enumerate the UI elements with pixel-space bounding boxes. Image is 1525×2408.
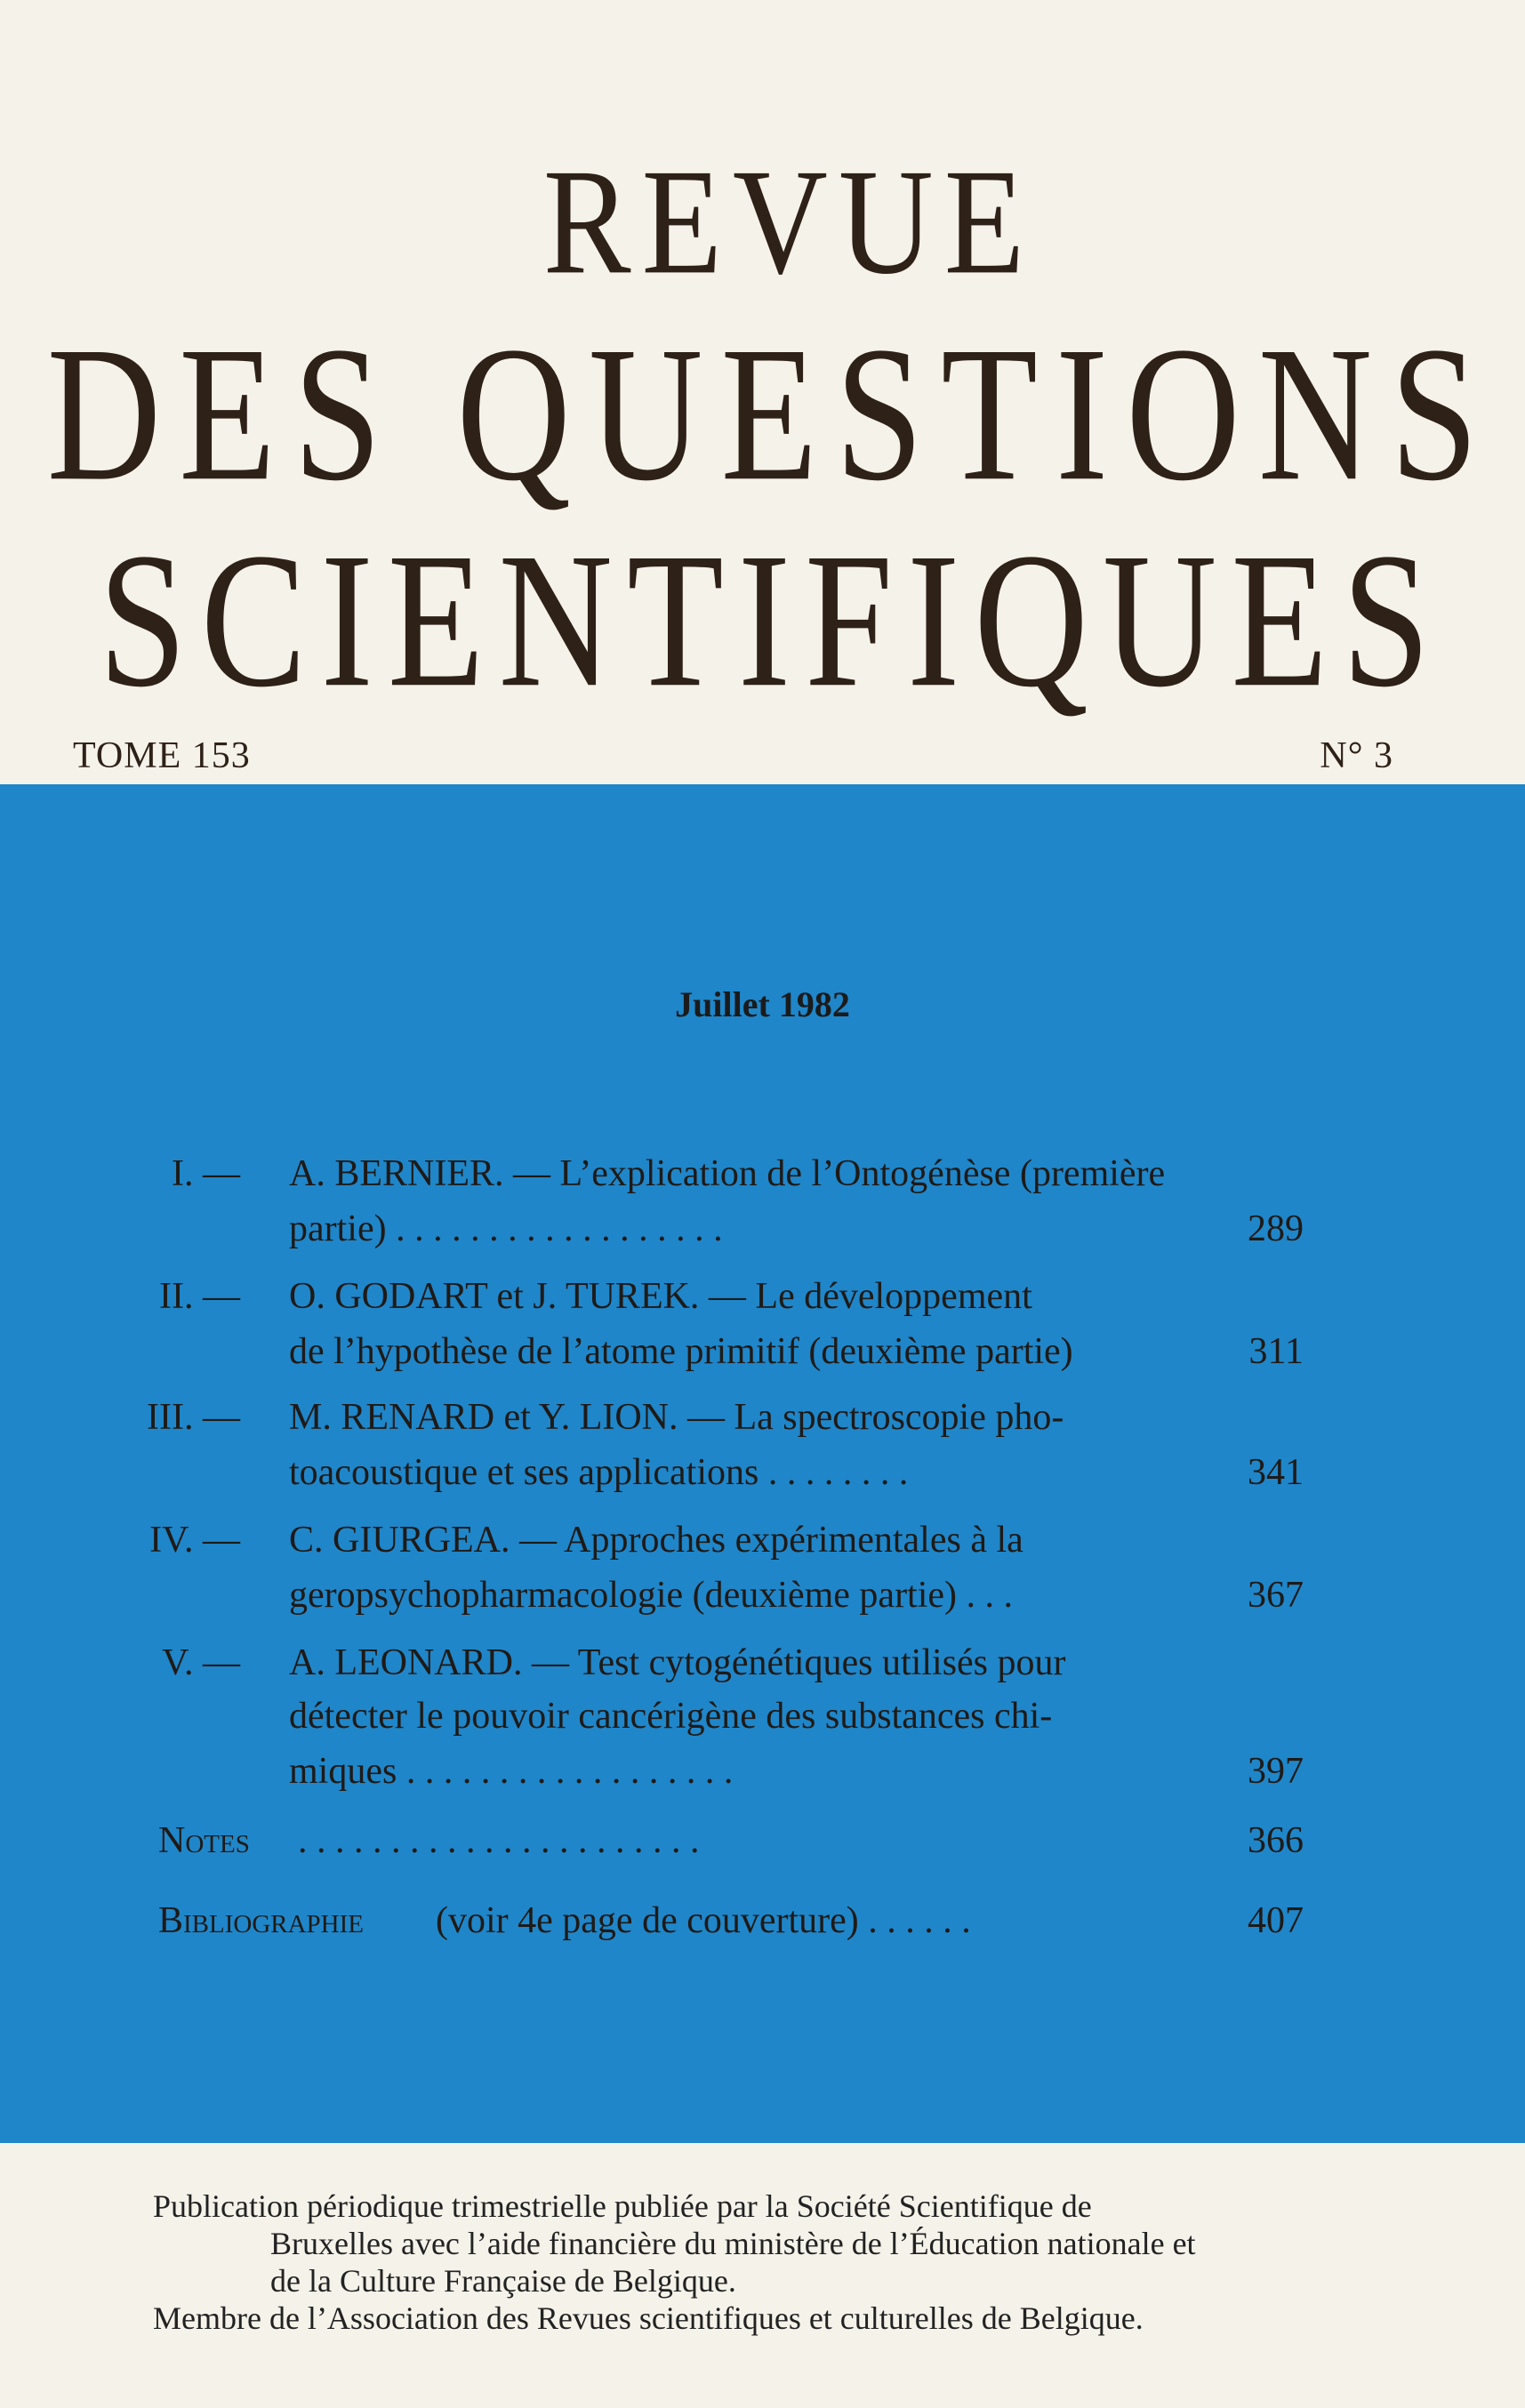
toc-entry-3-num: III. — [147, 1397, 240, 1438]
toc-entry-2-line1: O. GODART et J. TUREK. — Le développement [289, 1276, 1032, 1317]
toc-entry-3-page: 341 [1248, 1452, 1304, 1493]
footer-line-1: Publication périodique trimestrielle publiée par la Société Scientifique de [153, 2188, 1092, 2224]
publisher-note [153, 2187, 1300, 2337]
toc-bibliographie-text: (voir 4e page de couverture) . . . . . . [436, 1900, 971, 1941]
toc-notes-dots: . . . . . . . . . . . . . . . . . . . . . . [298, 1820, 700, 1861]
footer-line-2: Bruxelles avec l’aide financière du ministère de l’Éducation nationale et [270, 2226, 1196, 2261]
masthead-des-questions: DES QUESTIONS [46, 306, 1497, 521]
toc-entry-4-line2: geropsychopharmacologie (deuxième partie) . . . [289, 1575, 1014, 1616]
toc-entry-1-line2: partie) . . . . . . . . . . . . . . . . . . [289, 1208, 723, 1249]
toc-entry-5-num: V. — [162, 1642, 240, 1683]
toc-entry-4-page: 367 [1248, 1575, 1304, 1616]
toc-entry-1-page: 289 [1248, 1208, 1304, 1249]
toc-bibliographie-label: Bibliographie [158, 1900, 364, 1941]
toc-entry-5-line3: miques . . . . . . . . . . . . . . . . . . [289, 1751, 734, 1792]
toc-entry-2-page: 311 [1248, 1331, 1304, 1372]
toc-bibliographie-page: 407 [1248, 1900, 1304, 1941]
toc-entry-4-line1: C. GIURGEA. — Approches expérimentales à la [289, 1520, 1023, 1561]
toc-notes-label: Notes [158, 1820, 250, 1861]
toc-entry-3-line1: M. RENARD et Y. LION. — La spectroscopie pho- [289, 1397, 1064, 1438]
toc-entry-1-line1: A. BERNIER. — L’explication de l’Ontogénèse (première [289, 1153, 1166, 1194]
toc-entry-5-page: 397 [1248, 1751, 1304, 1792]
masthead-scientifiques: SCIENTIFIQUES [98, 512, 1445, 727]
toc-entry-2-line2: de l’hypothèse de l’atome primitif (deuxième partie) [289, 1331, 1073, 1372]
toc-entry-2-num: II. — [159, 1276, 240, 1317]
toc-entry-5-line2: détecter le pouvoir cancérigène des substances chi- [289, 1696, 1053, 1737]
footer-line-4: Membre de l’Association des Revues scientifiques et culturelles de Belgique. [153, 2300, 1144, 2336]
toc-entry-1-num: I. — [172, 1153, 240, 1194]
masthead-revue: REVUE [542, 138, 1036, 307]
issue-number: N° 3 [1320, 735, 1393, 776]
toc-entry-3-line2: toacoustique et ses applications . . . . . . . . [289, 1452, 909, 1493]
tome-number: TOME 153 [73, 735, 251, 776]
toc-entry-4-num: IV. — [149, 1520, 240, 1561]
footer-line-3: de la Culture Française de Belgique. [270, 2263, 736, 2299]
toc-entry-5-line1: A. LEONARD. — Test cytogénétiques utilisés pour [289, 1642, 1066, 1683]
issue-date: Juillet 1982 [675, 984, 850, 1024]
toc-notes-page: 366 [1248, 1820, 1304, 1861]
